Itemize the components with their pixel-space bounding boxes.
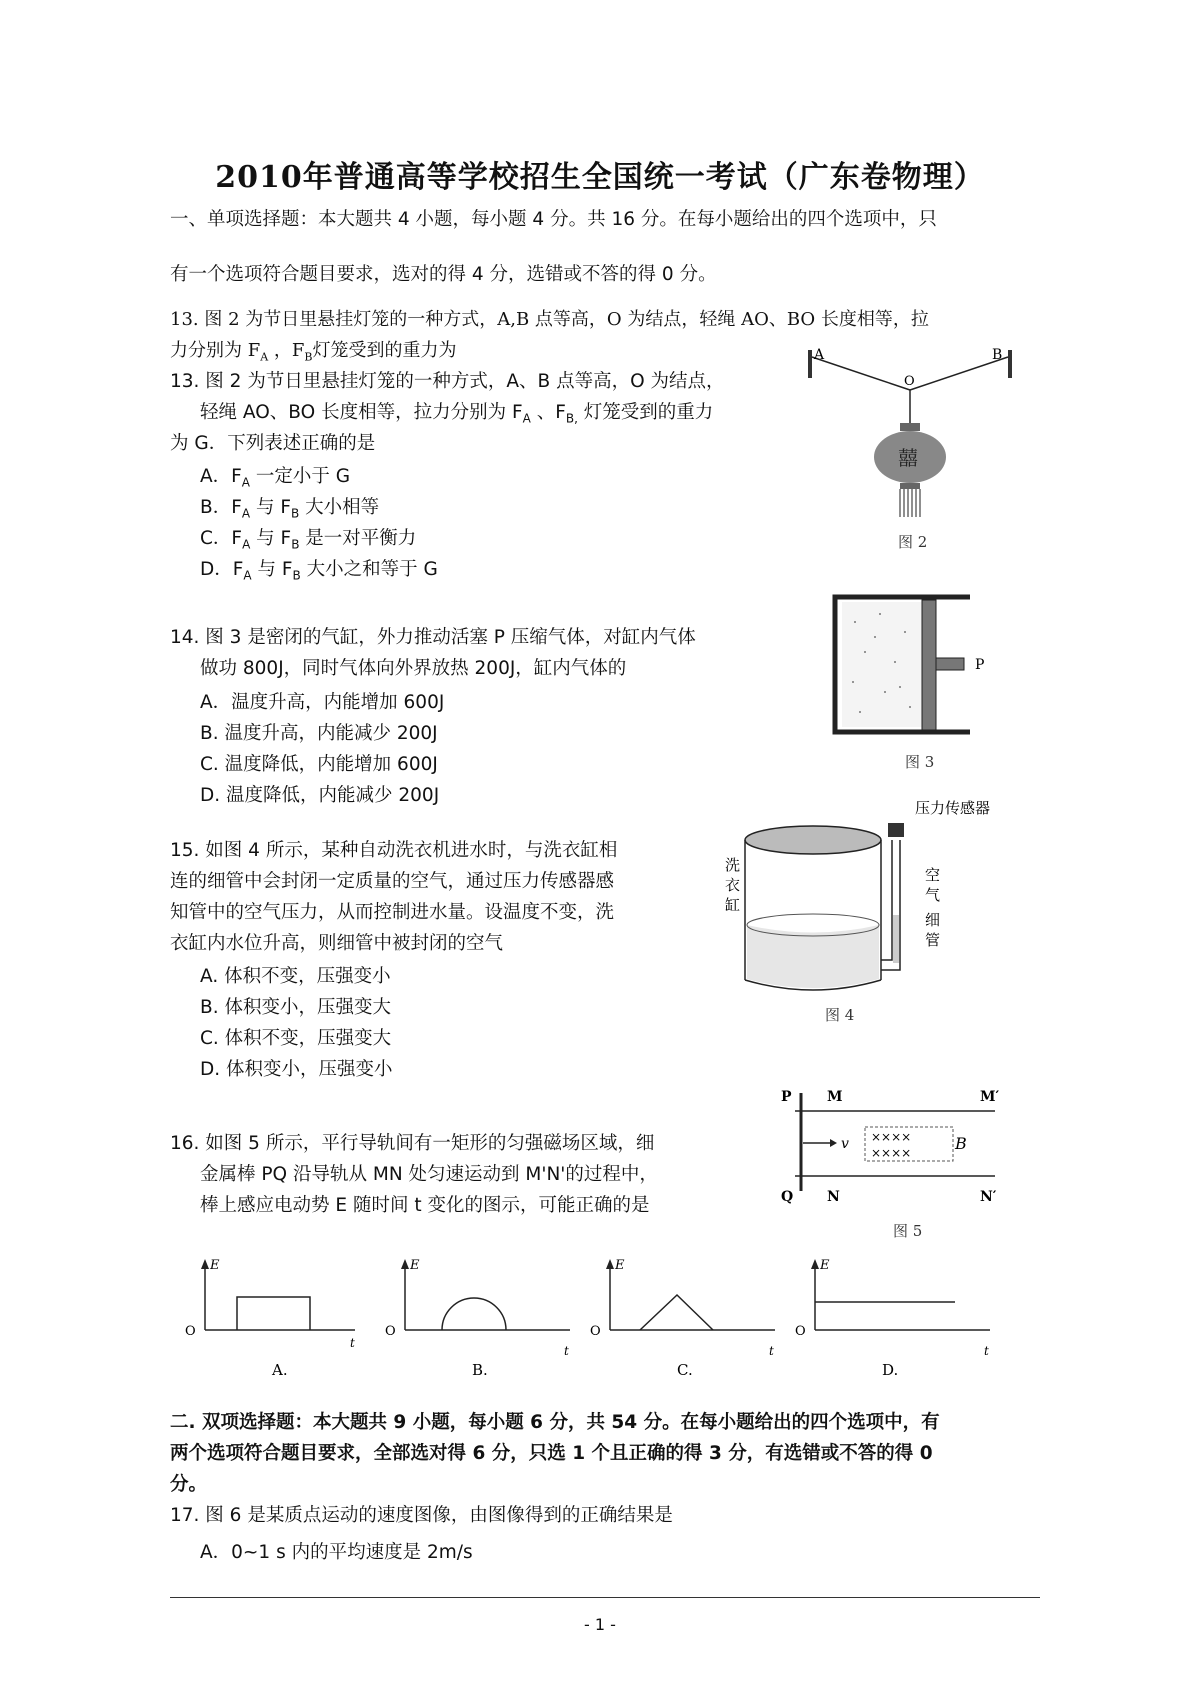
q15-option-d: D. 体积变小，压强变小 [200, 1059, 393, 1080]
graph-c-e-label: E [615, 1258, 625, 1273]
graph-a-curve [237, 1297, 310, 1330]
q15-option-a: A. 体积不变，压强变小 [200, 966, 391, 987]
label-air-2: 气 [925, 886, 941, 904]
lantern-cap [900, 423, 920, 431]
graph-b-origin: O [385, 1324, 396, 1339]
label-o: O [904, 374, 915, 389]
graph-c-e-arrow [606, 1259, 614, 1269]
page-title: 2010年普通高等学校招生全国统一考试（广东卷物理） [215, 160, 985, 195]
piston-rod [936, 658, 964, 670]
rope-ao [812, 357, 910, 390]
graph-d [790, 1255, 1000, 1385]
pressure-sensor [888, 823, 904, 837]
label-tub-1: 洗 [725, 856, 741, 874]
q14-option-d: D. 温度降低，内能减少 200J [200, 785, 440, 806]
figure-3-cylinder [825, 592, 1005, 777]
graph-d-origin: O [795, 1324, 806, 1339]
section2-intro-line3: 分。 [170, 1474, 208, 1495]
gas-region [842, 602, 922, 727]
label-tube-2: 管 [925, 931, 941, 949]
label-b: B [955, 1134, 967, 1153]
q13-dup-line1: 13. 图 2 为节日里悬挂灯笼的一种方式，A,B 点等高，O 为结点，轻绳 AO、BO 长度相等，拉 [170, 309, 929, 330]
q13-line1: 13. 图 2 为节日里悬挂灯笼的一种方式，A、B 点等高，O 为结点， [170, 371, 725, 392]
section2-intro-line1: 二. 双项选择题：本大题共 9 小题，每小题 6 分，共 54 分。在每小题给出的四个选项中，有 [170, 1412, 940, 1433]
tub-top [745, 826, 881, 854]
q13-line2: 轻绳 AO、BO 长度相等，拉力分别为 $F_A$ 、$F_{B,}$ 灯笼受到的重力 [200, 402, 714, 426]
graph-c-origin: O [590, 1324, 601, 1339]
label-m: M [827, 1089, 843, 1105]
label-p: P [975, 657, 985, 673]
footer-rule [170, 1597, 1040, 1598]
section2-intro-line2: 两个选项符合题目要求，全部选对得 6 分，只选 1 个且正确的得 3 分，有选错或不答的得 0 [170, 1443, 933, 1464]
graph-a-e-arrow [201, 1259, 209, 1269]
figure-5-caption: 图 5 [893, 1222, 923, 1240]
q14-line1: 14. 图 3 是密闭的气缸，外力推动活塞 P 压缩气体，对缸内气体 [170, 627, 696, 648]
graph-b-e-arrow [401, 1259, 409, 1269]
q14-option-a: A．温度升高，内能增加 600J [200, 692, 445, 713]
q15-line4: 衣缸内水位升高，则细管中被封闭的空气 [170, 933, 504, 954]
page-number: - 1 - [584, 1615, 616, 1634]
section1-intro-line1: 一、单项选择题：本大题共 4 小题，每小题 4 分。共 16 分。在每小题给出的四个选项中，只 [170, 209, 937, 230]
q15-line3: 知管中的空气压力，从而控制进水量。设温度不变，洗 [170, 902, 615, 923]
label-air-1: 空 [925, 866, 941, 884]
label-p: P [781, 1089, 792, 1105]
graph-d-e-arrow [811, 1259, 819, 1269]
q15-option-c: C. 体积不变，压强变大 [200, 1028, 392, 1049]
graph-a [180, 1255, 360, 1385]
graph-a-e-label: E [210, 1258, 220, 1273]
q16-line3: 棒上感应电动势 E 随时间 t 变化的图示，可能正确的是 [200, 1195, 650, 1216]
right-wall [1008, 350, 1012, 378]
label-q: Q [781, 1189, 794, 1205]
figure-2-caption: 图 2 [898, 533, 928, 551]
graph-b-e-label: E [410, 1258, 420, 1273]
graph-b-letter: B. [472, 1361, 488, 1379]
label-m-prime: M′ [980, 1089, 1000, 1105]
velocity-arrowhead [830, 1139, 837, 1147]
piston [922, 600, 936, 730]
tube-inner [881, 840, 892, 960]
figure-3-caption: 图 3 [905, 753, 935, 771]
graph-c-curve [640, 1295, 713, 1330]
graph-a-letter: A. [272, 1361, 288, 1379]
q13-option-c: C．$F_A$ 与 $F_B$ 是一对平衡力 [200, 528, 417, 552]
graph-b [380, 1255, 580, 1385]
graph-b-t-label: t [564, 1344, 569, 1358]
q13-dup-line2: 力分别为 $F_A$ ，$F_B$灯笼受到的重力为 [170, 340, 457, 364]
label-n: N [827, 1189, 840, 1205]
label-tub-2: 衣 [725, 876, 741, 894]
figure-4-washer [725, 795, 1015, 1025]
lantern-base [900, 483, 920, 489]
label-sensor: 压力传感器 [915, 799, 991, 817]
graph-d-letter: D. [882, 1361, 899, 1379]
tube-water [893, 915, 899, 963]
figure-2-lantern [800, 345, 1030, 555]
figure-4-caption: 图 4 [825, 1006, 855, 1024]
section1-intro-line2: 有一个选项符合题目要求，选对的得 4 分，选错或不答的得 0 分。 [170, 264, 717, 285]
q16-line2: 金属棒 PQ 沿导轨从 MN 处匀速运动到 M'N'的过程中， [200, 1164, 658, 1185]
graph-c-t-label: t [769, 1344, 774, 1358]
q13-option-b: B．$F_A$ 与 $F_B$ 大小相等 [200, 497, 380, 521]
q15-line2: 连的细管中会封闭一定质量的空气，通过压力传感器感 [170, 871, 615, 892]
label-b: B [992, 347, 1003, 363]
q13-line3: 为 G．下列表述正确的是 [170, 433, 376, 454]
graph-c-letter: C. [677, 1361, 693, 1379]
q13-option-d: D．$F_A$ 与 $F_B$ 大小之和等于 G [200, 559, 438, 583]
field-marks-row1: ×××× [871, 1130, 912, 1144]
q15-line1: 15. 如图 4 所示，某种自动洗衣机进水时，与洗衣缸相 [170, 840, 618, 861]
label-n-prime: N′ [980, 1189, 997, 1205]
graph-d-t-label: t [984, 1344, 989, 1358]
label-a: A [814, 347, 825, 363]
label-tub-3: 缸 [725, 896, 741, 914]
q14-line2: 做功 800J，同时气体向外界放热 200J，缸内气体的 [200, 658, 627, 679]
lantern-tassel [900, 489, 920, 517]
field-marks-row2: ×××× [871, 1146, 912, 1160]
q14-option-b: B. 温度升高，内能减少 200J [200, 723, 438, 744]
left-wall [808, 350, 812, 378]
label-tube-1: 细 [925, 911, 941, 929]
q17-option-a: A．0~1 s 内的平均速度是 2m/s [200, 1542, 473, 1563]
tub-water [747, 925, 879, 988]
q13-option-a: A．$F_A$ 一定小于 G [200, 466, 351, 490]
label-v: v [841, 1136, 849, 1152]
graph-c [585, 1255, 785, 1385]
q16-line1: 16. 如图 5 所示，平行导轨间有一矩形的匀强磁场区域，细 [170, 1133, 655, 1154]
graph-a-t-label: t [350, 1336, 355, 1350]
figure-5-rails [775, 1083, 1015, 1243]
q14-option-c: C. 温度降低，内能增加 600J [200, 754, 438, 775]
graph-b-curve [442, 1298, 506, 1330]
q17-line1: 17. 图 6 是某质点运动的速度图像，由图像得到的正确结果是 [170, 1505, 673, 1526]
lantern-char: 囍 [898, 446, 918, 470]
graph-d-e-label: E [820, 1258, 830, 1273]
graph-a-origin: O [185, 1324, 196, 1339]
q15-option-b: B. 体积变小，压强变大 [200, 997, 391, 1018]
